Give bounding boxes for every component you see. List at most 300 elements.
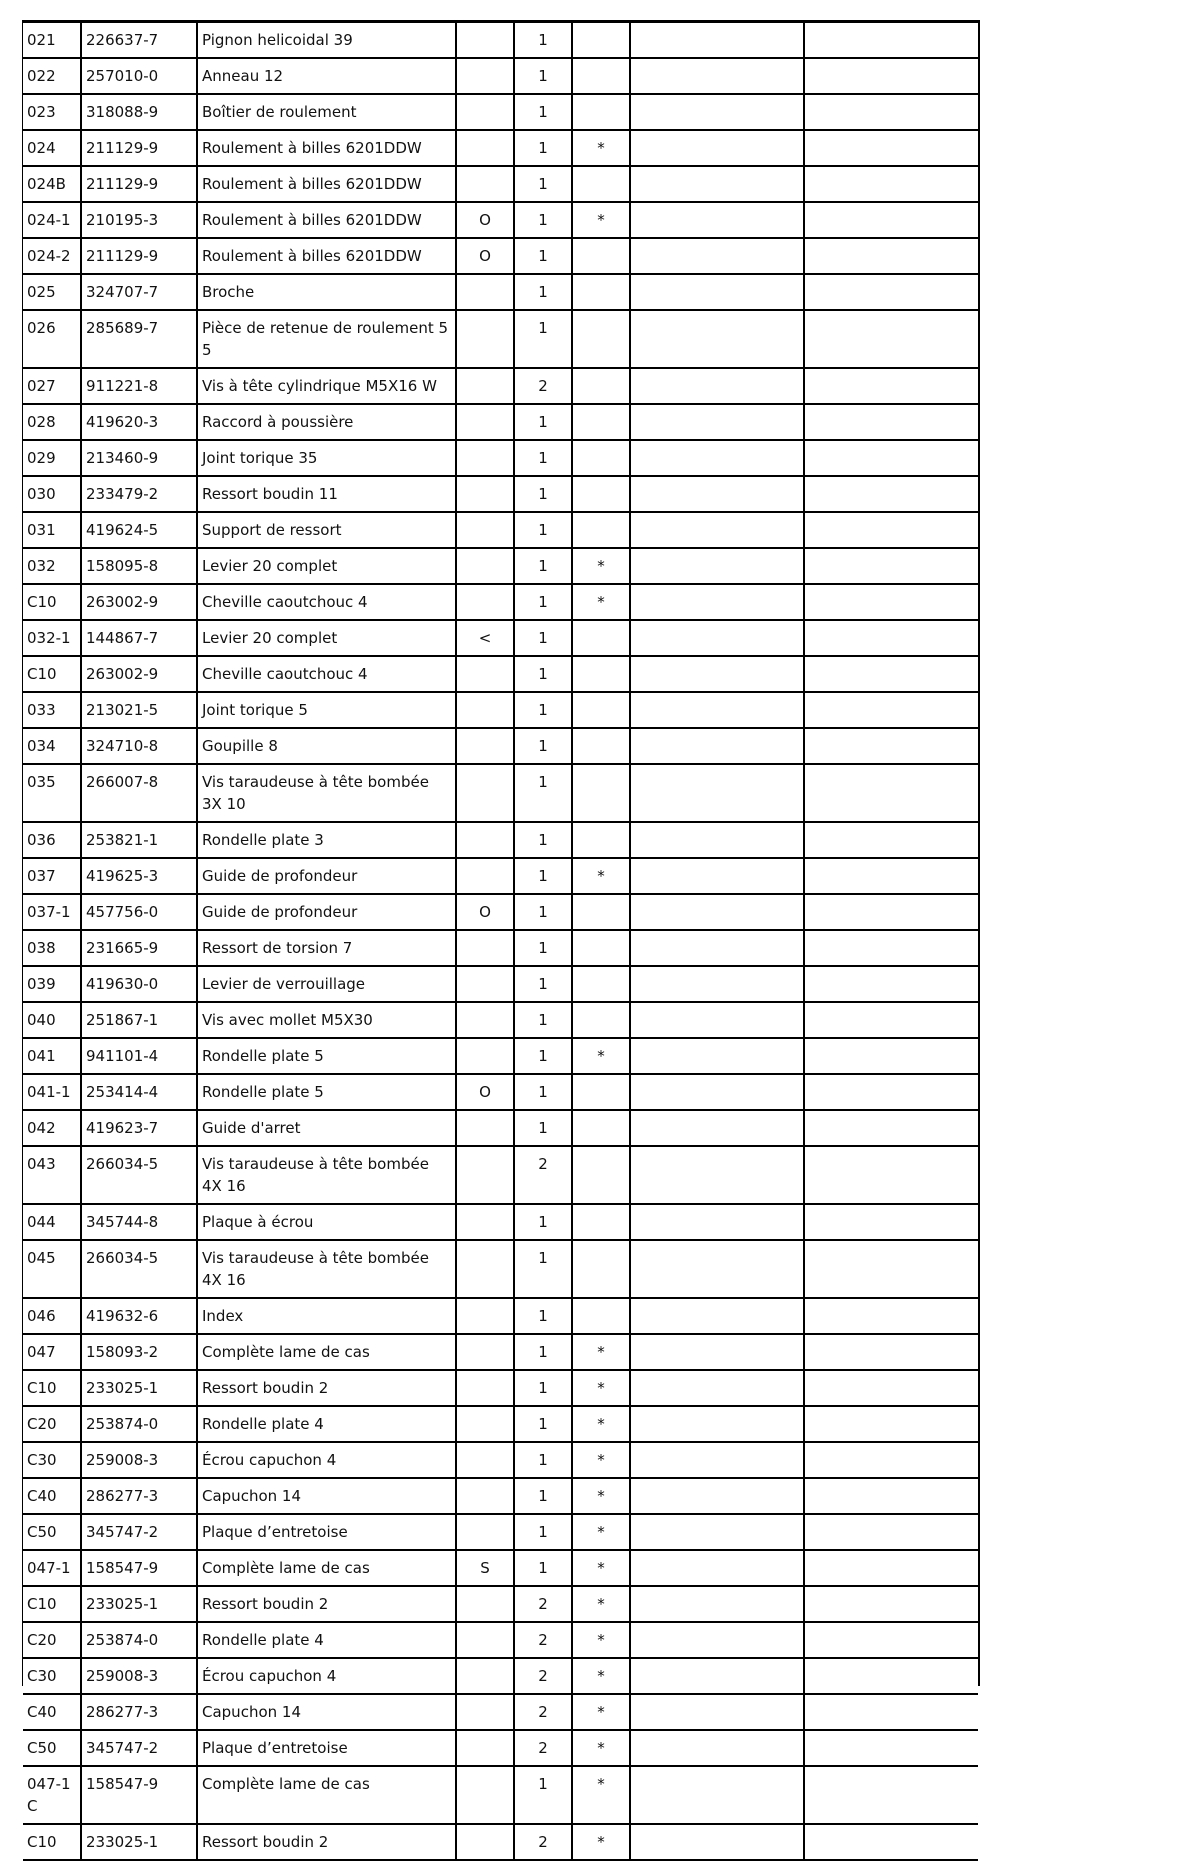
table-row (23, 1146, 978, 1204)
option-cell (456, 764, 514, 822)
description-cell: Capuchon 14 (197, 1694, 456, 1730)
description-cell: Roulement à billes 6201DDW (197, 202, 456, 238)
table-row (23, 440, 978, 476)
table-row (23, 1204, 978, 1240)
blank-cell-a (630, 440, 804, 476)
description-cell: Roulement à billes 6201DDW (197, 130, 456, 166)
blank-cell-b (804, 656, 978, 692)
item-number-cell: C20 (23, 1406, 81, 1442)
mark-cell: * (572, 1442, 630, 1478)
part-number-cell: 419625-3 (81, 858, 197, 894)
table-row (23, 1240, 978, 1298)
blank-cell-a (630, 1586, 804, 1622)
description-cell: Pignon helicoidal 39 (197, 23, 456, 58)
blank-cell-a (630, 1298, 804, 1334)
quantity-cell: 1 (514, 512, 572, 548)
mark-cell (572, 1110, 630, 1146)
mark-cell (572, 894, 630, 930)
blank-cell-b (804, 1240, 978, 1298)
item-number-cell: C10 (23, 1370, 81, 1406)
blank-cell-b (804, 620, 978, 656)
item-number-cell: 029 (23, 440, 81, 476)
item-number-cell: 036 (23, 822, 81, 858)
option-cell (456, 368, 514, 404)
part-number-cell: 419630-0 (81, 966, 197, 1002)
blank-cell-b (804, 930, 978, 966)
table-row (23, 1658, 978, 1694)
item-number-cell: 039 (23, 966, 81, 1002)
item-number-cell: 032-1 (23, 620, 81, 656)
blank-cell-a (630, 476, 804, 512)
item-number-cell: 026 (23, 310, 81, 368)
blank-cell-b (804, 1478, 978, 1514)
item-number-cell: C40 (23, 1478, 81, 1514)
quantity-cell: 1 (514, 202, 572, 238)
quantity-cell: 1 (514, 764, 572, 822)
item-number-cell: C50 (23, 1514, 81, 1550)
part-number-cell: 251867-1 (81, 1002, 197, 1038)
table-row (23, 822, 978, 858)
part-number-cell: 211129-9 (81, 238, 197, 274)
blank-cell-a (630, 822, 804, 858)
item-number-cell: C10 (23, 1586, 81, 1622)
part-number-cell: 253874-0 (81, 1622, 197, 1658)
quantity-cell: 1 (514, 130, 572, 166)
quantity-cell: 1 (514, 1074, 572, 1110)
description-cell: Vis taraudeuse à tête bombée 4X 16 (197, 1240, 456, 1298)
quantity-cell: 1 (514, 1442, 572, 1478)
mark-cell: * (572, 1824, 630, 1860)
blank-cell-a (630, 1550, 804, 1586)
table-row (23, 1586, 978, 1622)
table-row (23, 1550, 978, 1586)
part-number-cell: 233025-1 (81, 1370, 197, 1406)
mark-cell (572, 404, 630, 440)
option-cell (456, 1442, 514, 1478)
option-cell (456, 1766, 514, 1824)
quantity-cell: 1 (514, 1406, 572, 1442)
table-row (23, 1478, 978, 1514)
table-row (23, 512, 978, 548)
blank-cell-a (630, 692, 804, 728)
description-cell: Index (197, 1298, 456, 1334)
description-cell: Rondelle plate 3 (197, 822, 456, 858)
option-cell (456, 512, 514, 548)
part-number-cell: 286277-3 (81, 1694, 197, 1730)
description-cell: Complète lame de cas (197, 1766, 456, 1824)
blank-cell-b (804, 202, 978, 238)
quantity-cell: 1 (514, 1204, 572, 1240)
part-number-cell: 324707-7 (81, 274, 197, 310)
table-row (23, 656, 978, 692)
table-row (23, 310, 978, 368)
blank-cell-a (630, 1824, 804, 1860)
option-cell (456, 310, 514, 368)
item-number-cell: 028 (23, 404, 81, 440)
table-row (23, 858, 978, 894)
option-cell (456, 1240, 514, 1298)
table-row (23, 620, 978, 656)
option-cell (456, 23, 514, 58)
blank-cell-a (630, 94, 804, 130)
part-number-cell: 324710-8 (81, 728, 197, 764)
mark-cell: * (572, 1406, 630, 1442)
part-number-cell: 158093-2 (81, 1334, 197, 1370)
blank-cell-b (804, 966, 978, 1002)
table-row (23, 1038, 978, 1074)
description-cell: Cheville caoutchouc 4 (197, 584, 456, 620)
blank-cell-b (804, 1110, 978, 1146)
blank-cell-b (804, 1074, 978, 1110)
part-number-cell: 158095-8 (81, 548, 197, 584)
description-cell: Anneau 12 (197, 58, 456, 94)
description-cell: Rondelle plate 5 (197, 1038, 456, 1074)
table-row (23, 584, 978, 620)
quantity-cell: 1 (514, 692, 572, 728)
table-row (23, 476, 978, 512)
table-row (23, 1298, 978, 1334)
description-cell: Capuchon 14 (197, 1478, 456, 1514)
mark-cell (572, 274, 630, 310)
part-number-cell: 419624-5 (81, 512, 197, 548)
quantity-cell: 1 (514, 1298, 572, 1334)
item-number-cell: 030 (23, 476, 81, 512)
mark-cell: * (572, 1586, 630, 1622)
item-number-cell: C10 (23, 1824, 81, 1860)
blank-cell-b (804, 368, 978, 404)
blank-cell-b (804, 1204, 978, 1240)
description-cell: Vis avec mollet M5X30 (197, 1002, 456, 1038)
blank-cell-b (804, 274, 978, 310)
item-number-cell: 047-1 (23, 1550, 81, 1586)
mark-cell (572, 1298, 630, 1334)
option-cell (456, 440, 514, 476)
quantity-cell: 2 (514, 1658, 572, 1694)
description-cell: Ressort boudin 2 (197, 1586, 456, 1622)
item-number-cell: C30 (23, 1658, 81, 1694)
description-cell: Raccord à poussière (197, 404, 456, 440)
blank-cell-b (804, 728, 978, 764)
option-cell (456, 476, 514, 512)
option-cell (456, 1514, 514, 1550)
option-cell (456, 1824, 514, 1860)
quantity-cell: 1 (514, 584, 572, 620)
option-cell (456, 548, 514, 584)
description-cell: Complète lame de cas (197, 1550, 456, 1586)
description-cell: Cheville caoutchouc 4 (197, 656, 456, 692)
item-number-cell: 034 (23, 728, 81, 764)
blank-cell-a (630, 130, 804, 166)
blank-cell-b (804, 1730, 978, 1766)
quantity-cell: 1 (514, 656, 572, 692)
description-cell: Roulement à billes 6201DDW (197, 238, 456, 274)
blank-cell-a (630, 620, 804, 656)
mark-cell (572, 692, 630, 728)
description-cell: Plaque d’entretoise (197, 1730, 456, 1766)
blank-cell-b (804, 130, 978, 166)
item-number-cell: 037-1 (23, 894, 81, 930)
quantity-cell: 2 (514, 1146, 572, 1204)
blank-cell-a (630, 1334, 804, 1370)
part-number-cell: 419623-7 (81, 1110, 197, 1146)
part-number-cell: 266007-8 (81, 764, 197, 822)
mark-cell (572, 58, 630, 94)
part-number-cell: 253874-0 (81, 1406, 197, 1442)
part-number-cell: 213021-5 (81, 692, 197, 728)
table-row (23, 1406, 978, 1442)
option-cell (456, 1694, 514, 1730)
item-number-cell: 043 (23, 1146, 81, 1204)
blank-cell-a (630, 1622, 804, 1658)
quantity-cell: 2 (514, 1622, 572, 1658)
table-row (23, 1622, 978, 1658)
quantity-cell: 1 (514, 94, 572, 130)
parts-table (23, 23, 978, 1861)
description-cell: Ressort boudin 2 (197, 1824, 456, 1860)
part-number-cell: 233025-1 (81, 1824, 197, 1860)
description-cell: Levier 20 complet (197, 620, 456, 656)
blank-cell-a (630, 930, 804, 966)
mark-cell (572, 310, 630, 368)
part-number-cell: 213460-9 (81, 440, 197, 476)
part-number-cell: 345747-2 (81, 1514, 197, 1550)
item-number-cell: 040 (23, 1002, 81, 1038)
part-number-cell: 257010-0 (81, 58, 197, 94)
quantity-cell: 1 (514, 620, 572, 656)
option-cell (456, 692, 514, 728)
blank-cell-a (630, 1730, 804, 1766)
mark-cell (572, 620, 630, 656)
blank-cell-b (804, 1658, 978, 1694)
mark-cell: * (572, 1622, 630, 1658)
quantity-cell: 1 (514, 1766, 572, 1824)
item-number-cell: 035 (23, 764, 81, 822)
part-number-cell: 231665-9 (81, 930, 197, 966)
quantity-cell: 1 (514, 404, 572, 440)
blank-cell-a (630, 274, 804, 310)
blank-cell-a (630, 1478, 804, 1514)
blank-cell-a (630, 310, 804, 368)
table-row (23, 764, 978, 822)
option-cell (456, 1110, 514, 1146)
blank-cell-a (630, 1074, 804, 1110)
blank-cell-b (804, 858, 978, 894)
blank-cell-a (630, 238, 804, 274)
mark-cell (572, 512, 630, 548)
option-cell (456, 1334, 514, 1370)
blank-cell-a (630, 23, 804, 58)
table-row (23, 1110, 978, 1146)
item-number-cell: 023 (23, 94, 81, 130)
quantity-cell: 1 (514, 310, 572, 368)
mark-cell (572, 1146, 630, 1204)
item-number-cell: 041 (23, 1038, 81, 1074)
description-cell: Écrou capuchon 4 (197, 1658, 456, 1694)
blank-cell-a (630, 368, 804, 404)
blank-cell-a (630, 548, 804, 584)
option-cell (456, 274, 514, 310)
item-number-cell: 024 (23, 130, 81, 166)
mark-cell: * (572, 1694, 630, 1730)
table-row (23, 1442, 978, 1478)
part-number-cell: 158547-9 (81, 1766, 197, 1824)
item-number-cell: 024-2 (23, 238, 81, 274)
item-number-cell: 024-1 (23, 202, 81, 238)
table-row (23, 548, 978, 584)
option-cell: O (456, 894, 514, 930)
part-number-cell: 259008-3 (81, 1658, 197, 1694)
mark-cell: * (572, 1334, 630, 1370)
blank-cell-b (804, 894, 978, 930)
blank-cell-b (804, 584, 978, 620)
part-number-cell: 941101-4 (81, 1038, 197, 1074)
option-cell: O (456, 1074, 514, 1110)
quantity-cell: 1 (514, 1038, 572, 1074)
table-row (23, 23, 978, 58)
option-cell (456, 1038, 514, 1074)
quantity-cell: 1 (514, 238, 572, 274)
mark-cell (572, 238, 630, 274)
part-number-cell: 210195-3 (81, 202, 197, 238)
part-number-cell: 419620-3 (81, 404, 197, 440)
mark-cell (572, 656, 630, 692)
quantity-cell: 1 (514, 966, 572, 1002)
blank-cell-b (804, 692, 978, 728)
blank-cell-b (804, 1298, 978, 1334)
item-number-cell: 041-1 (23, 1074, 81, 1110)
item-number-cell: 031 (23, 512, 81, 548)
blank-cell-b (804, 238, 978, 274)
description-cell: Ressort boudin 2 (197, 1370, 456, 1406)
blank-cell-b (804, 1002, 978, 1038)
description-cell: Levier 20 complet (197, 548, 456, 584)
blank-cell-b (804, 440, 978, 476)
part-number-cell: 266034-5 (81, 1240, 197, 1298)
item-number-cell: C50 (23, 1730, 81, 1766)
option-cell (456, 966, 514, 1002)
option-cell (456, 656, 514, 692)
table-row (23, 728, 978, 764)
mark-cell (572, 440, 630, 476)
parts-list-sheet (22, 20, 980, 1851)
table-row (23, 1370, 978, 1406)
blank-cell-b (804, 1406, 978, 1442)
item-number-cell: C40 (23, 1694, 81, 1730)
option-cell (456, 94, 514, 130)
blank-cell-a (630, 1370, 804, 1406)
table-row (23, 130, 978, 166)
table-row (23, 58, 978, 94)
quantity-cell: 1 (514, 476, 572, 512)
description-cell: Vis taraudeuse à tête bombée 4X 16 (197, 1146, 456, 1204)
blank-cell-b (804, 1766, 978, 1824)
option-cell (456, 1204, 514, 1240)
description-cell: Plaque à écrou (197, 1204, 456, 1240)
blank-cell-b (804, 1334, 978, 1370)
blank-cell-a (630, 1694, 804, 1730)
blank-cell-a (630, 858, 804, 894)
item-number-cell: 038 (23, 930, 81, 966)
option-cell: < (456, 620, 514, 656)
option-cell: O (456, 202, 514, 238)
part-number-cell: 457756-0 (81, 894, 197, 930)
quantity-cell: 1 (514, 728, 572, 764)
description-cell: Goupille 8 (197, 728, 456, 764)
option-cell (456, 404, 514, 440)
part-number-cell: 285689-7 (81, 310, 197, 368)
blank-cell-b (804, 94, 978, 130)
table-row (23, 1334, 978, 1370)
quantity-cell: 1 (514, 1370, 572, 1406)
blank-cell-a (630, 584, 804, 620)
description-cell: Vis taraudeuse à tête bombée 3X 10 (197, 764, 456, 822)
table-row (23, 274, 978, 310)
description-cell: Écrou capuchon 4 (197, 1442, 456, 1478)
item-number-cell: C30 (23, 1442, 81, 1478)
mark-cell: * (572, 1766, 630, 1824)
mark-cell (572, 966, 630, 1002)
table-row (23, 166, 978, 202)
blank-cell-a (630, 58, 804, 94)
mark-cell (572, 94, 630, 130)
mark-cell: * (572, 1658, 630, 1694)
blank-cell-a (630, 512, 804, 548)
description-cell: Rondelle plate 4 (197, 1406, 456, 1442)
option-cell (456, 1002, 514, 1038)
blank-cell-a (630, 1514, 804, 1550)
blank-cell-a (630, 1766, 804, 1824)
quantity-cell: 1 (514, 166, 572, 202)
table-row (23, 1824, 978, 1860)
blank-cell-a (630, 1038, 804, 1074)
description-cell: Levier de verrouillage (197, 966, 456, 1002)
part-number-cell: 419632-6 (81, 1298, 197, 1334)
description-cell: Pièce de retenue de roulement 5 5 (197, 310, 456, 368)
table-row (23, 894, 978, 930)
quantity-cell: 2 (514, 1694, 572, 1730)
description-cell: Boîtier de roulement (197, 94, 456, 130)
item-number-cell: 033 (23, 692, 81, 728)
quantity-cell: 1 (514, 930, 572, 966)
quantity-cell: 1 (514, 1478, 572, 1514)
table-row (23, 368, 978, 404)
item-number-cell: C10 (23, 584, 81, 620)
table-row (23, 1694, 978, 1730)
mark-cell: * (572, 584, 630, 620)
mark-cell: * (572, 1550, 630, 1586)
blank-cell-b (804, 548, 978, 584)
quantity-cell: 1 (514, 1110, 572, 1146)
description-cell: Joint torique 5 (197, 692, 456, 728)
mark-cell: * (572, 858, 630, 894)
table-row (23, 966, 978, 1002)
option-cell (456, 1478, 514, 1514)
table-row (23, 1002, 978, 1038)
blank-cell-a (630, 728, 804, 764)
part-number-cell: 263002-9 (81, 656, 197, 692)
blank-cell-b (804, 1586, 978, 1622)
option-cell (456, 1406, 514, 1442)
quantity-cell: 1 (514, 1002, 572, 1038)
option-cell (456, 728, 514, 764)
mark-cell (572, 1002, 630, 1038)
mark-cell: * (572, 130, 630, 166)
item-number-cell: 027 (23, 368, 81, 404)
blank-cell-a (630, 1002, 804, 1038)
blank-cell-b (804, 1514, 978, 1550)
quantity-cell: 1 (514, 58, 572, 94)
quantity-cell: 1 (514, 1334, 572, 1370)
